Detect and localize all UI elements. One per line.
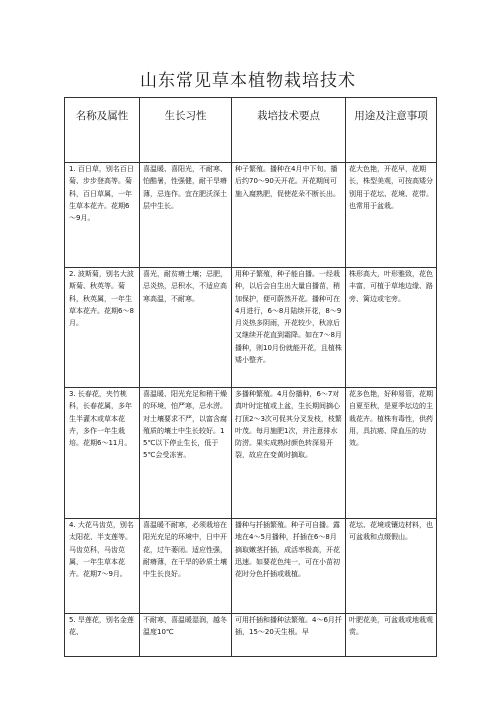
tech-cell: 播种与扦插繁殖。种子可自播。露地在4～5月播种，扦插在6～8月摘取嫩茎扦插，成活率极高，开花迅速。如要花色纯一，可在小苗初花时分色扦插或栽植。 <box>232 519 346 614</box>
table-row <box>65 388 437 519</box>
habit-cell: 喜温暖、喜阳光，不耐寒、怕酷暑，性强健，耐干旱瘠薄，忌连作。宜在肥沃深土层中生长。 <box>140 163 232 268</box>
tech-cell: 多播种繁殖。4月份播种，6～7对真叶时定植或上盆，生长期间摘心打顶2～3次可促其分叉发枝，枝繁叶茂。每月施肥1次，并注意排水防涝。果实成熟时颜色转深易开裂，故应在变黄时摘取。 <box>232 388 346 519</box>
table-row <box>65 519 437 614</box>
table-row <box>65 614 437 657</box>
table-header-row <box>65 98 437 163</box>
tech-cell: 可用扦插和播种法繁殖。4～6月扦插，15～20天生根。早 <box>232 614 346 657</box>
table-row <box>65 163 437 268</box>
use-cell: 株形高大，叶形雅致，花色丰富，可植于草地边缘、路旁、篱边或宅旁。 <box>346 268 437 388</box>
header-habit: 生长习性 <box>140 98 232 163</box>
use-cell: 花多色艳，好种易管，花期自夏至秋，是夏季坛边的主栽花卉。植株有毒性，供药用，具抗癌、降血压的功效。 <box>346 388 437 519</box>
plant-name-cell: 1. 百日草，别名百日菊、步步登高等。菊科，百日草属，一年生草本花卉。花期6～9月。 <box>65 163 140 268</box>
header-use: 用途及注意事项 <box>346 98 437 163</box>
tech-cell: 用种子繁殖，种子能自播。一经栽种，以后会自生出大量自播苗，稍加保护，便可蔚然开花。播种可在4月进行，6～8月陆续开花，8～9月炎热多阴雨，开花较少，秋凉后又继续开花直到霜降。如在7～8月播种，则10月份就能开花，且植株矮小整齐。 <box>232 268 346 388</box>
document-title: 山东常见草本植物栽培技术 <box>140 71 356 91</box>
header-name: 名称及属性 <box>65 98 140 163</box>
plant-name-cell: 2. 波斯菊，别名大波斯菊、秋英等。菊科，秋英属，一年生草本花卉。花期6～8月。 <box>65 268 140 388</box>
use-cell: 花坛、花境或镶边材料，也可盆栽和点缀假山。 <box>346 519 437 614</box>
habit-cell: 喜温暖、阳光充足和稍干燥的环境，怕严寒，忌水涝。对土壤要求不严，以富含腐殖质的壤土中生长较好。15℃以下停止生长，低于5℃会受冻害。 <box>140 388 232 519</box>
use-cell: 花大色艳，开花早，花期长，株型美观，可按高矮分别用于花坛、花境、花带。也常用于盆栽。 <box>346 163 437 268</box>
habit-cell: 喜温暖不耐寒，必须栽培在阳光充足的环境中，日中开花，过午萎闭。适应性强，耐瘠薄，在干旱的砂质土壤中生长良好。 <box>140 519 232 614</box>
habit-cell: 不耐寒，喜温暖湿润，越冬温度10℃ <box>140 614 232 657</box>
tech-cell: 种子繁殖。播种在4月中下旬。播后约70～90天开花。开花期间可施入腐熟肥，促使花朵不断长出。 <box>232 163 346 268</box>
header-tech: 栽培技术要点 <box>232 98 346 163</box>
table-row <box>65 268 437 388</box>
use-cell: 叶肥花美，可盆栽或地栽观赏。 <box>346 614 437 657</box>
plant-name-cell: 3. 长春花，夹竹桃科，长春花属，多年生半灌木或草本花卉，多作一年生栽培。花期6～11月。 <box>65 388 140 519</box>
habit-cell: 喜光，耐贫瘠土壤；忌肥，忌炎热，忌积水，不适应高寒高温，不耐寒。 <box>140 268 232 388</box>
plant-name-cell: 4. 大花马齿苋，别名太阳花、半支莲等。马齿苋科，马齿苋属，一年生草本花卉。花期7～9月。 <box>65 519 140 614</box>
plant-cultivation-table <box>64 97 437 657</box>
plant-name-cell: 5. 旱莲花，别名金莲花、 <box>65 614 140 657</box>
